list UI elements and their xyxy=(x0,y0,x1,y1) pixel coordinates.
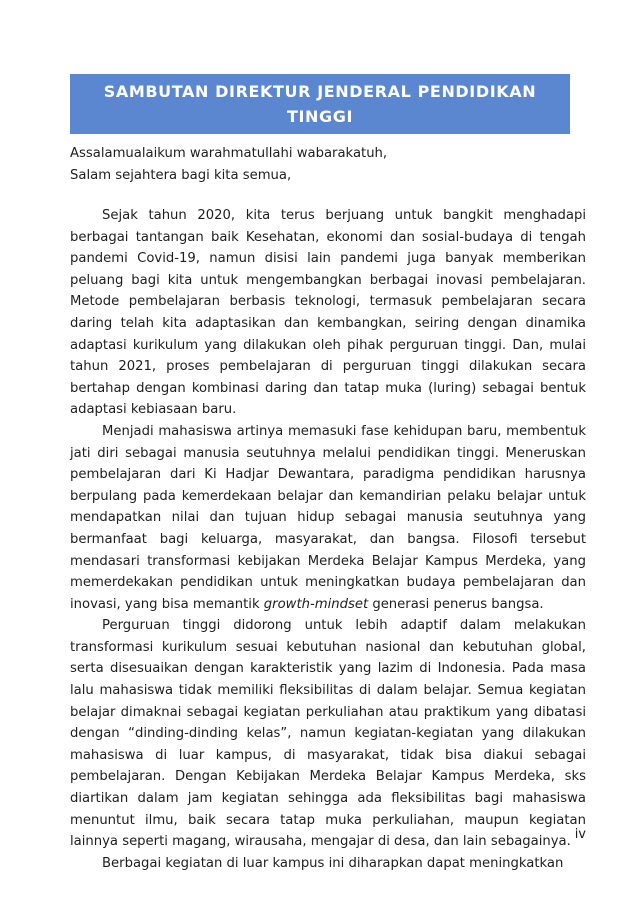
paragraph-2-text-start: Menjadi mahasiswa artinya memasuki fase kehidupan baru, membentuk jati diri sebagai manusia seutuhnya melalui pendidikan tinggi. Meneruskan pembelajaran dari Ki Hadjar Dewantara, paradigma pendidikan harusnya berpulang pada kemerdekaan belajar dan kemandirian pelaku belajar untuk mendapatkan nilai dan tujuan hidup sebagai manusia seutuhnya yang bermanfaat bagi keluarga, masyarakat, dan bangsa. Filosofi tersebut mendasari transformasi kebijakan Merdeka Belajar Kampus Merdeka, yang memerdekakan pendidikan untuk meningkatkan budaya pembelajaran dan inovasi, yang bisa memantik xyxy=(70,423,586,612)
paragraph-4: Berbagai kegiatan di luar kampus ini diharapkan dapat meningkatkan xyxy=(102,855,564,871)
paragraph-2-text-end: generasi penerus bangsa. xyxy=(368,596,544,612)
paragraph-1: Sejak tahun 2020, kita terus berjuang untuk bangkit menghadapi berbagai tantangan baik Kesehatan, ekonomi dan sosial-budaya di tengah pandemi Covid-19, namun disisi lain pandemi juga banyak memberikan peluang bagi kita untuk mengembangkan berbagai inovasi pembelajaran. Metode pembelajaran berbasis teknologi, termasuk pembelajaran secara daring telah kita adaptasikan dan kembangkan, seiring dengan dinamika adaptasi kurikulum yang dilakukan oleh pihak perguruan tinggi. Dan, mulai tahun 2021, proses pembelajaran di perguruan tinggi dilakukan secara bertahap dengan kombinasi daring dan tatap muka (luring) sebagai bentuk adaptasi kebiasaan baru. xyxy=(70,208,586,418)
greeting-line-1: Assalamualaikum warahmatullahi wabarakatuh, xyxy=(70,146,388,161)
page-number: iv xyxy=(574,827,586,842)
greeting-block xyxy=(70,143,580,187)
paragraph-3: Perguruan tinggi didorong untuk lebih adaptif dalam melakukan transformasi kurikulum sesuai kebutuhan nasional dan kebutuhan global, serta disesuaikan dengan karakteristik yang lazim di Indonesia. Pada masa lalu mahasiswa tidak memiliki fleksibilitas di dalam belajar. Semua kegiatan belajar dimaknai sebagai kegiatan perkuliahan atau praktikum yang dibatasi dengan “dinding-dinding kelas”, namun kegiatan-kegiatan yang dilakukan mahasiswa di luar kampus, di masyarakat, tidak bisa diakui sebagai pembelajaran. Dengan Kebijakan Merdeka Belajar Kampus Merdeka, sks diartikan dalam jam kegiatan sehingga ada fleksibilitas bagi mahasiswa menuntut ilmu, baik secara tatap muka perkuliahan, maupun kegiatan lainnya seperti magang, wirausaha, mengajar di desa, dan lain sebagainya. xyxy=(70,618,586,850)
paragraph-2 xyxy=(70,421,586,615)
greeting-line-2: Salam sejahtera bagi kita semua, xyxy=(70,168,292,183)
section-title-line-2: TINGGI xyxy=(286,107,354,126)
section-title-line-1: SAMBUTAN DIREKTUR JENDERAL PENDIDIKAN xyxy=(103,82,537,101)
paragraph-2-italic-term: growth-mindset xyxy=(263,596,369,612)
section-title-banner xyxy=(70,74,570,134)
body-text xyxy=(70,205,586,874)
